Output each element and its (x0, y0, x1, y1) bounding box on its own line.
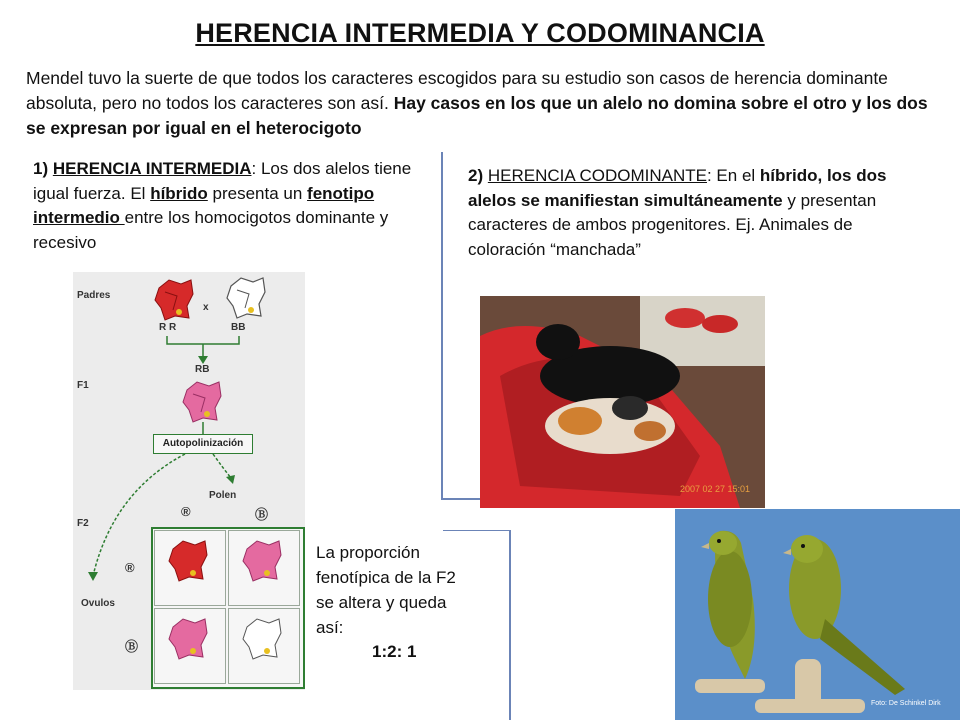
snapdragon-cross-diagram (73, 272, 305, 690)
intro-text: Mendel tuvo la suerte de que todos los caracteres escogidos para su estudio son casos de herencia dominante absoluta, pero no todos los caracteres son así. (26, 68, 888, 113)
pollen-allele-r: ® (181, 504, 191, 519)
section-text: entre los homocigotos dominante y recesivo (33, 208, 389, 252)
label-f2: F2 (77, 518, 89, 529)
section-heading: HERENCIA CODOMINANTE (487, 166, 707, 185)
intro-paragraph (26, 66, 941, 141)
proportion-text: La proporción fenotípica de la F2 se altera y queda así: (316, 543, 456, 637)
pink-flower-icon (229, 531, 299, 605)
section-divider (443, 530, 509, 531)
proportion-ratio: 1:2: 1 (372, 642, 417, 661)
label-f1: F1 (77, 380, 89, 391)
section-number: 1) (33, 159, 53, 178)
cats-illustration (480, 296, 765, 508)
section-text: : En el (706, 166, 760, 185)
punnett-cell-rb (228, 530, 300, 606)
keyword-fenotipo: fenotipo intermedio (33, 183, 375, 227)
label-ovulos: Ovulos (81, 598, 115, 609)
pink-flower-icon (179, 378, 225, 424)
section-codominante (468, 164, 908, 262)
label-padres: Padres (77, 290, 111, 301)
label-polen: Polen (209, 490, 237, 501)
section-text: presenta un (207, 183, 308, 203)
photo-credit: Foto: De Schinkel Dirk (871, 700, 941, 707)
red-flower-icon (155, 531, 225, 605)
section-heading: HERENCIA INTERMEDIA (52, 159, 252, 178)
autopolinizacion-box: Autopolinización (153, 434, 253, 454)
canaries-photo (675, 509, 960, 720)
pink-flower-icon (155, 609, 225, 683)
pollen-allele-b: Ⓑ (255, 507, 269, 522)
section-divider (509, 530, 511, 720)
genotype-bb: BB (231, 322, 246, 333)
punnett-cell-bb (228, 608, 300, 684)
calico-cats-photo (480, 296, 765, 508)
section-number: 2) (468, 166, 488, 185)
ovule-allele-b: Ⓑ (125, 639, 139, 654)
ovule-allele-r: ® (125, 560, 135, 575)
cross-symbol: x (203, 302, 209, 313)
intro-bold-text: Hay casos en los que un alelo no domina sobre el otro y los dos se expresan por igual en el heterocigoto (26, 93, 928, 138)
photo-timestamp: 2007 02 27 15:01 (680, 484, 751, 494)
punnett-square (151, 527, 305, 689)
section-bold-text: híbrido, los dos alelos se manifiestan simultáneamente (468, 166, 887, 210)
punnett-cell-rr (154, 530, 226, 606)
punnett-cell-br (154, 608, 226, 684)
keyword-hibrido: híbrido (150, 183, 208, 203)
section-text: y presentan caracteres de ambos progenitores. Ej. Animales de coloración “manchada” (468, 190, 877, 259)
white-flower-icon (229, 609, 299, 683)
page-title: HERENCIA INTERMEDIA Y CODOMINANCIA (195, 18, 765, 48)
section-text: : Los dos alelos tiene igual fuerza. El (33, 159, 412, 203)
genotype-rr: R R (159, 322, 177, 333)
genotype-rb: RB (195, 364, 210, 375)
canaries-illustration (675, 509, 960, 720)
section-intermedia (33, 157, 443, 255)
